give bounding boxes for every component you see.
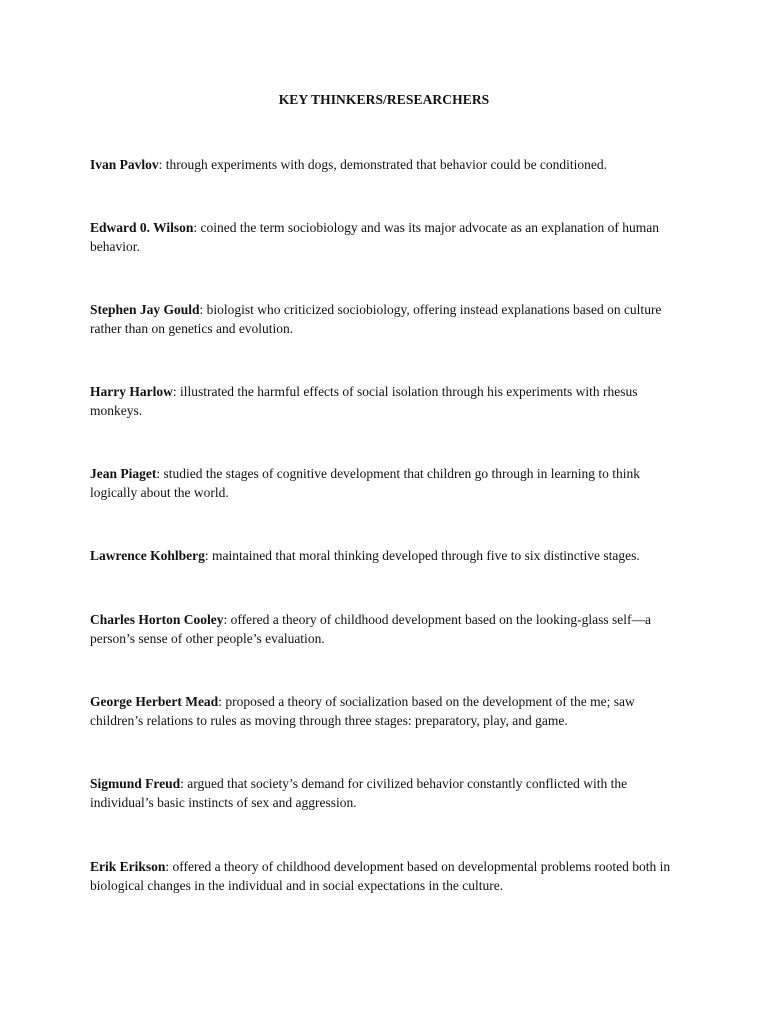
thinker-name: Erik Erikson (90, 859, 166, 874)
thinker-name: Sigmund Freud (90, 776, 181, 791)
thinker-description: : offered a theory of childhood development based on the looking-glass self—a person’s sense of other people’s evaluation. (90, 612, 651, 646)
thinker-description: : studied the stages of cognitive development that children go through in learning to think logically about the world. (90, 466, 641, 500)
entry-stephen-jay-gould (90, 300, 690, 338)
entry-erik-erikson (90, 857, 690, 895)
thinker-name: George Herbert Mead (90, 694, 219, 709)
entry-harry-harlow (90, 382, 690, 420)
thinker-description: : illustrated the harmful effects of social isolation through his experiments with rhesus monkeys. (90, 384, 638, 418)
thinker-description: : proposed a theory of socialization based on the development of the me; saw children’s relations to rules as moving through three stages: preparatory, play, and game. (90, 694, 635, 728)
entry-ivan-pavlov (90, 155, 690, 174)
thinker-name: Charles Horton Cooley (90, 612, 224, 627)
thinker-name: Ivan Pavlov (90, 157, 159, 172)
entry-lawrence-kohlberg (90, 546, 690, 565)
thinker-name: Harry Harlow (90, 384, 173, 399)
thinker-description: : argued that society’s demand for civilized behavior constantly conflicted with the individual’s basic instincts of sex and aggression. (90, 776, 628, 810)
entry-charles-horton-cooley (90, 610, 690, 648)
thinker-name: Edward 0. Wilson (90, 220, 194, 235)
thinker-description: : coined the term sociobiology and was its major advocate as an explanation of human behavior. (90, 220, 660, 254)
page-title: KEY THINKERS/RESEARCHERS (278, 92, 490, 107)
entry-jean-piaget (90, 464, 690, 502)
thinker-description: : biologist who criticized sociobiology, offering instead explanations based on culture rather than on genetics and evolution. (90, 302, 662, 336)
thinker-name: Stephen Jay Gould (90, 302, 200, 317)
thinker-name: Jean Piaget (90, 466, 157, 481)
entry-sigmund-freud (90, 774, 690, 812)
entry-edward-wilson (90, 218, 690, 256)
thinker-description: : maintained that moral thinking developed through five to six distinctive stages. (204, 548, 640, 563)
entry-george-herbert-mead (90, 692, 690, 730)
thinker-description: : through experiments with dogs, demonstrated that behavior could be conditioned. (158, 157, 608, 172)
thinker-description: : offered a theory of childhood development based on developmental problems rooted both in biological changes in the individual and in social expectations in the culture. (90, 859, 671, 893)
thinker-name: Lawrence Kohlberg (90, 548, 205, 563)
